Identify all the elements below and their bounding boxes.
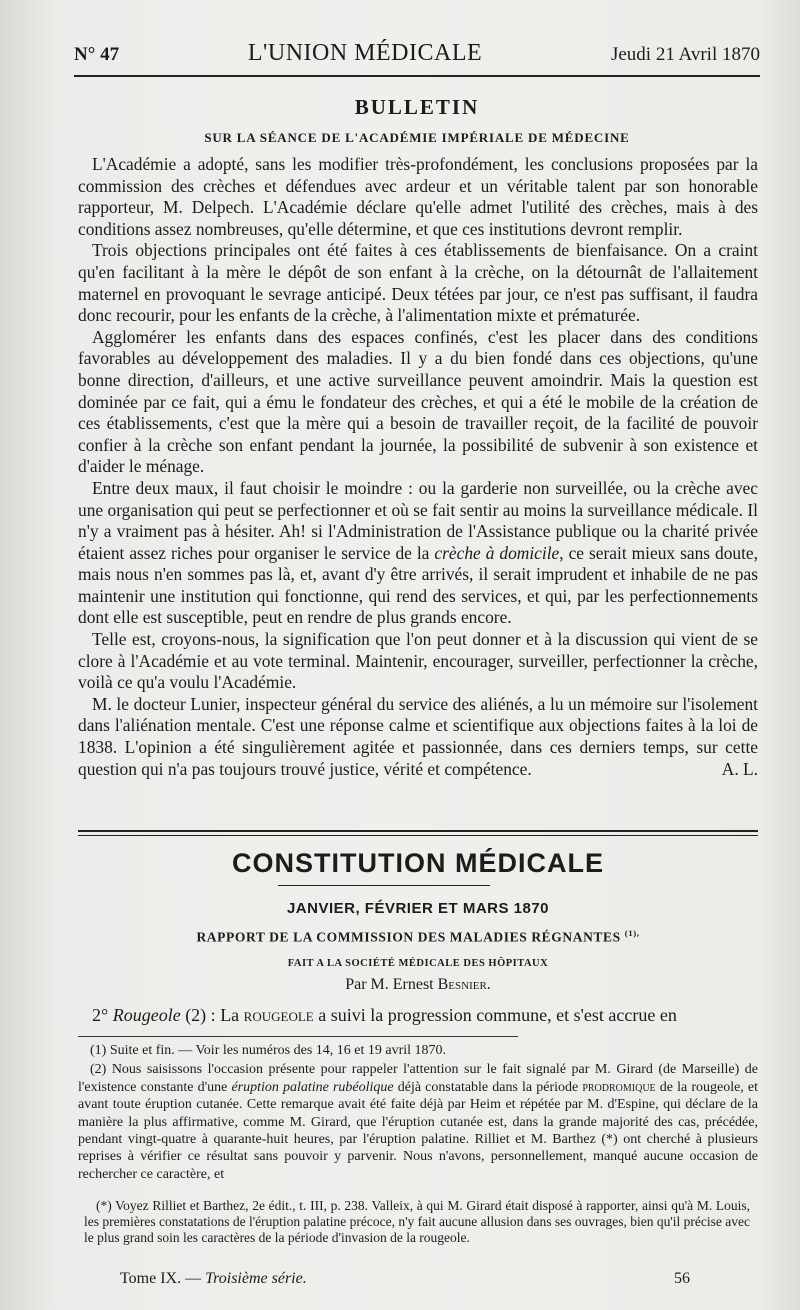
term: prodromique bbox=[582, 1079, 656, 1095]
item-number: 2° bbox=[92, 1005, 109, 1025]
footnotes bbox=[78, 1042, 758, 1183]
section-divider bbox=[78, 835, 758, 836]
footnote-2 bbox=[78, 1061, 758, 1183]
paragraph bbox=[78, 478, 758, 629]
report-title: RAPPORT DE LA COMMISSION DES MALADIES RÉGNANTES bbox=[196, 929, 621, 945]
footnote-rule bbox=[78, 1036, 518, 1037]
footnote-text: (2) Nous saisissons l'occasion présente pour rappeler l'attention sur le fait signalé par M. Girard (de Marseille) de l'existence constante d'une bbox=[78, 1062, 758, 1095]
section-divider bbox=[78, 830, 758, 832]
issue-number: N° 47 bbox=[74, 44, 120, 65]
header-rule bbox=[74, 75, 760, 77]
sub-footnote bbox=[84, 1198, 750, 1247]
report-subheading: FAIT A LA SOCIÉTÉ MÉDICALE DES HÔPITAUX bbox=[287, 958, 549, 969]
footnote-ref: (1), bbox=[624, 928, 640, 938]
page-number: 56 bbox=[674, 1270, 690, 1287]
footnote-text: de la rougeole, et avant toute éruption cutanée. Cette remarque avait été faite déjà par Heim et répétée par M. d'Espine, qui déclare de la manière la plus affirmative, comme M. Girard, que l'éruption cutanée est, dans la grande majorité des cas, précédée, pendant vingt-quatre à quarante-huit heures, par l'éruption palatine. Rilliet et M. Barthez (*) ont cherché à plusieurs reprises à vérifier ce résultat sans pouvoir y parvenir. Nous n'avons, personnellement, manqué aucune occasion de rechercher ce caractère, et bbox=[78, 1079, 759, 1182]
sub-footnote-text: (*) Voyez Rilliet et Barthez, 2e édit., t. III, p. 238. Valleix, à qui M. Girard était disposé à rapporter, ainsi qu'à M. Louis, les premières constatations de l'éruption palatine précoce, n'y fait aucune allusion dans ses ouvrages, bien qu'il précise avec le plus grand soin les caractères de la période d'invasion de la rougeole. bbox=[84, 1198, 750, 1246]
paragraph-text: M. le docteur Lunier, inspecteur général du service des aliénés, a lu un mémoire sur l'isolement dans l'aliénation mentale. C'est une réponse calme et scientifique aux objections faites à la loi de 1838. L'opinion a été singulièrement agitée et passionnée, dans ces derniers temps, sur cette question qui n'a pas toujours trouvé justice, vérité et compétence. bbox=[78, 693, 758, 779]
series: Troisième série. bbox=[205, 1270, 307, 1287]
section-title: CONSTITUTION MÉDICALE bbox=[232, 848, 604, 878]
journal-title: L'UNION MÉDICALE bbox=[247, 40, 483, 66]
title-rule bbox=[278, 885, 490, 886]
author-line bbox=[78, 976, 758, 994]
volume-info bbox=[120, 1270, 307, 1288]
page-footer bbox=[120, 1270, 690, 1288]
report-heading bbox=[78, 928, 758, 946]
paragraph: L'Académie a adopté, sans les modifier très-profondément, les conclusions proposées par la commission des crèches et défendues avec ardeur et un véritable talent par son honorable rapporteur, M. Delpech. L'Académie déclare qu'elle admet l'utilité des crèches, mais à des conditions assez nombreuses, qu'elle détermine, et que ces institutions devront remplir. bbox=[78, 154, 758, 239]
rougeole-paragraph bbox=[78, 1004, 758, 1026]
text: La bbox=[220, 1005, 240, 1025]
footnote-1: (1) Suite et fin. — Voir les numéros des 14, 16 et 19 avril 1870. bbox=[90, 1043, 447, 1058]
paragraph: Telle est, croyons-nous, la signification que l'on peut donner et à la discussion qui vient de se clore à l'Académie et au vote terminal. Maintenir, encourager, surveiller, perfectionner la crèche, voilà ce qu'a voulu l'Académie. bbox=[78, 629, 758, 693]
tome: Tome IX. — bbox=[120, 1270, 202, 1287]
footnote-ref: (2) : bbox=[185, 1005, 216, 1025]
issue-date: Jeudi 21 Avril 1870 bbox=[610, 44, 760, 65]
italic-term: crèche à domicile bbox=[434, 542, 560, 563]
author-name: Besnier. bbox=[437, 976, 491, 993]
term: rougeole bbox=[243, 1005, 314, 1025]
item-heading: Rougeole bbox=[112, 1005, 181, 1025]
period-heading: JANVIER, FÉVRIER ET MARS 1870 bbox=[286, 900, 550, 917]
paragraph: Agglomérer les enfants dans des espaces confinés, c'est les placer dans des conditions favorables au développement des maladies. Il y a du bien fondé dans ces objections, qu'une bonne direction, d'ailleurs, et une active surveillance peuvent amoindrir. Mais la question est dominée par ce fait, qui a ému le fondateur des crèches, et qui a été le mobile de la création de ces établissements, c'est que la mère qui a besoin de travailler reçoit, de la facilité de pouvoir confier à la crèche son enfant pendant la journée, la possibilité de subvenir à son existence et d'aider le ménage. bbox=[78, 326, 758, 477]
author-prefix: Par M. Ernest bbox=[345, 976, 434, 993]
text: a suivi la progression commune, et s'est accrue en bbox=[318, 1005, 677, 1025]
italic-term: éruption palatine rubéolique bbox=[231, 1079, 394, 1095]
bulletin-title: BULLETIN bbox=[354, 95, 480, 119]
footnote-text: déjà constatable dans la période bbox=[397, 1079, 579, 1095]
page-header bbox=[74, 40, 760, 67]
signature: A. L. bbox=[721, 758, 758, 779]
paragraph-text: , ce serait mieux sans doute, mais nous n'en sommes pas là, et, avant d'y être arrivés, il serait imprudent et inhabile de ne pas maintenir une institution qui fonctionne, qui rend des services, et qui, par les perfectionnements dont elle est susceptible, peut en rendre de plus grands encore. bbox=[78, 542, 758, 628]
bulletin-subtitle: SUR LA SÉANCE DE L'ACADÉMIE IMPÉRIALE DE MÉDECINE bbox=[204, 130, 630, 145]
paragraph bbox=[78, 694, 758, 780]
bulletin-body bbox=[78, 154, 758, 780]
paragraph: Trois objections principales ont été faites à ces établissements de bienfaisance. On a craint qu'en facilitant à la mère le dépôt de son enfant à la crèche, on la détournât de l'allaitement maternel en provoquant le sevrage anticipé. Deux tétées par jour, ce n'est pas suffisant, il faudra donc recourir, pour les enfants de la crèche, à l'alimentation mixte et prématurée. bbox=[78, 240, 758, 326]
paragraph-text: Entre deux maux, il faut choisir le moindre : ou la garderie non surveillée, ou la crèche avec une organisation qui peut se perfectionner et où se fait sentir au moins la surveillance médicale. Il n'y a vraiment pas à hésiter. Ah! si l'Administration de l'Assistance publique ou la charité privée étaient assez riches pour organiser le service de la bbox=[78, 477, 758, 563]
